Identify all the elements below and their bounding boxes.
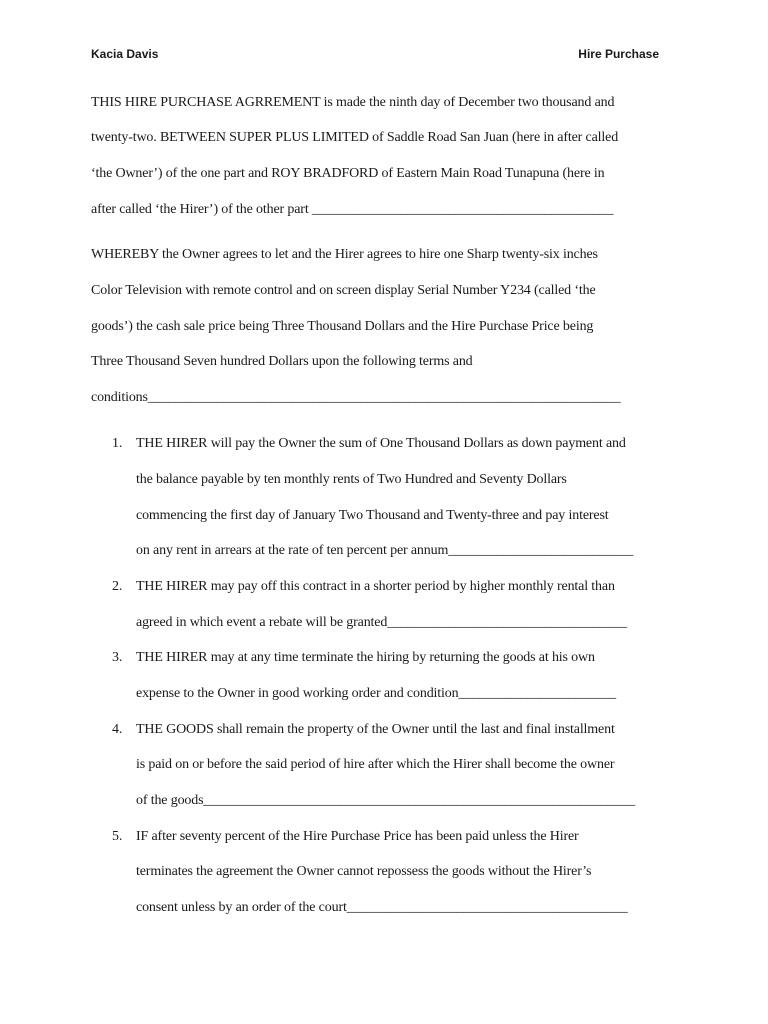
term-line: the balance payable by ten monthly rents of Two Hundred and Seventy Dollars xyxy=(136,472,567,487)
term-line: consent unless by an order of the court_________________________________________ xyxy=(136,900,628,915)
term-number: 2. xyxy=(112,579,123,594)
term-line: terminates the agreement the Owner cannot repossess the goods without the Hirer’s xyxy=(136,864,592,879)
term-line: IF after seventy percent of the Hire Purchase Price has been paid unless the Hirer xyxy=(136,829,579,844)
term-line: agreed in which event a rebate will be granted___________________________________ xyxy=(136,615,627,630)
term-line: on any rent in arrears at the rate of ten percent per annum___________________________ xyxy=(136,543,634,558)
text-line: conditions_____________________________________________________________________ xyxy=(91,390,621,405)
term-number: 5. xyxy=(112,829,123,844)
text-line: THIS HIRE PURCHASE AGRREMENT is made the ninth day of December two thousand and xyxy=(91,95,615,110)
term-line: THE HIRER will pay the Owner the sum of One Thousand Dollars as down payment and xyxy=(136,436,626,451)
text-line: goods’) the cash sale price being Three Thousand Dollars and the Hire Purchase Price being xyxy=(91,319,594,334)
header-title: Hire Purchase xyxy=(578,47,659,61)
term-line: of the goods_______________________________________________________________ xyxy=(136,793,635,808)
term-line: THE HIRER may at any time terminate the hiring by returning the goods at his own xyxy=(136,650,595,665)
term-line: THE HIRER may pay off this contract in a shorter period by higher monthly rental than xyxy=(136,579,615,594)
page-header xyxy=(91,47,661,67)
term-line: commencing the first day of January Two Thousand and Twenty-three and pay interest xyxy=(136,508,609,523)
term-line: is paid on or before the said period of hire after which the Hirer shall become the owner xyxy=(136,757,615,772)
term-number: 4. xyxy=(112,722,123,737)
text-line: ‘the Owner’) of the one part and ROY BRADFORD of Eastern Main Road Tunapuna (here in xyxy=(91,166,605,181)
text-line: Three Thousand Seven hundred Dollars upon the following terms and xyxy=(91,354,473,369)
term-number: 1. xyxy=(112,436,123,451)
header-author: Kacia Davis xyxy=(91,47,159,61)
term-number: 3. xyxy=(112,650,123,665)
term-line: expense to the Owner in good working order and condition_______________________ xyxy=(136,686,617,701)
text-line: after called ‘the Hirer’) of the other part ____________________________________________ xyxy=(91,202,614,217)
text-line: twenty-two. BETWEEN SUPER PLUS LIMITED of Saddle Road San Juan (here in after called xyxy=(91,130,619,145)
text-line: Color Television with remote control and on screen display Serial Number Y234 (called ‘the xyxy=(91,283,596,298)
term-line: THE GOODS shall remain the property of the Owner until the last and final installment xyxy=(136,722,615,737)
text-line: WHEREBY the Owner agrees to let and the Hirer agrees to hire one Sharp twenty-six inches xyxy=(91,247,598,262)
